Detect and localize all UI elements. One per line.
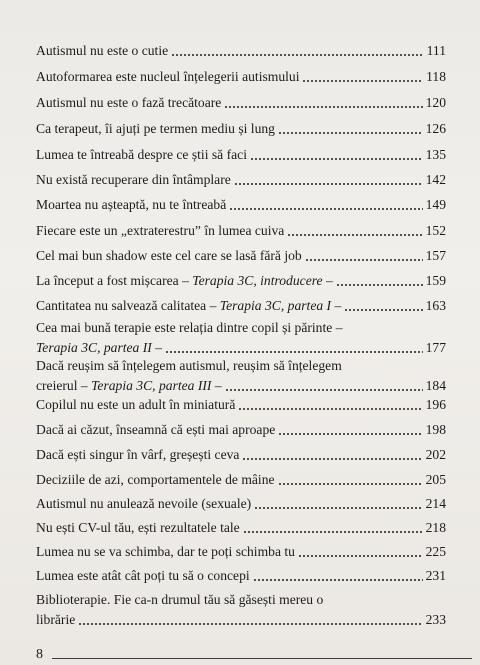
toc-entry-title-text: Copilul nu este un adult în miniatură [36, 397, 236, 412]
toc-entry-title-text: Ca terapeut, îi ajuți pe termen mediu și lung [36, 121, 275, 136]
toc-entry-page: 225 [425, 544, 446, 559]
dot-leader [250, 158, 423, 160]
toc-entry-title [36, 446, 239, 463]
toc-entry [36, 222, 446, 239]
toc-entry-title-text: La început a fost mișcarea – [36, 273, 193, 288]
toc-entry-page: 149 [425, 197, 446, 212]
toc-entry-title [36, 567, 250, 584]
toc-entry-page: 142 [425, 172, 446, 187]
toc-entry [36, 272, 446, 289]
toc-entry-title-italic: Terapia 3C, partea II – [36, 340, 163, 355]
toc-entry-title-text: Dacă reușim să înțelegem autismul, reușim să înțelegem [36, 358, 342, 373]
toc-entry-page: 135 [425, 147, 446, 162]
toc-entry [36, 446, 446, 463]
dot-leader [253, 579, 423, 581]
toc-entry [36, 42, 446, 59]
toc-entry-title [36, 519, 240, 536]
toc-entry-title [36, 196, 226, 213]
toc-entry [36, 146, 446, 163]
toc-entry-page: 111 [426, 43, 446, 58]
toc-entry-title [36, 543, 295, 560]
toc-entry-page: 152 [425, 223, 446, 238]
dot-leader [234, 183, 423, 185]
toc-entry-title [36, 339, 162, 356]
toc-entry-page: 120 [425, 95, 446, 110]
dot-leader [171, 54, 423, 56]
dot-leader [278, 483, 423, 485]
toc-entry-page: 218 [425, 520, 446, 535]
toc-entry-title [36, 377, 222, 394]
toc-entry-title-text: Dacă ești singur în vârf, greșești ceva [36, 447, 240, 462]
toc-entry-title-text: Autismul nu este o fază trecătoare [36, 95, 222, 110]
dot-leader [336, 284, 423, 286]
toc-entry-page: 184 [425, 378, 446, 393]
toc-entry [36, 396, 446, 413]
toc-entry-page: 126 [425, 121, 446, 136]
toc-entry-title [36, 471, 275, 488]
toc-entry [36, 471, 446, 488]
dot-leader [278, 132, 423, 134]
toc-entry-title-text: Cea mai bună terapie este relația dintre copil și părinte – [36, 320, 343, 335]
toc-entry [36, 567, 446, 584]
toc-entry-page: 196 [425, 397, 446, 412]
toc-entry-title-text: Deciziile de azi, comportamentele de mâine [36, 472, 275, 487]
toc-entry-title-text: Autismul nu este o cutie [36, 43, 169, 58]
toc-entry-title-text: Dacă ai căzut, înseamnă că ești mai aproape [36, 422, 276, 437]
toc-entry-title [36, 146, 247, 163]
toc-entry-title-text: Autoformarea este nucleul înțelegerii autismului [36, 69, 300, 84]
toc-entry-title [36, 42, 168, 59]
toc-entry-page: 177 [425, 340, 446, 355]
toc-entry-title-text: Lumea este atât cât poți tu să o concepi [36, 568, 250, 583]
toc-entry-title-text: Moartea nu așteaptă, nu te întreabă [36, 197, 227, 212]
dot-leader [224, 106, 422, 108]
toc-entry-page: 118 [426, 69, 446, 84]
toc-entry-title-text: Biblioterapie. Fie ca-n drumul tău să găsești mereu o [36, 592, 324, 607]
dot-leader [305, 259, 423, 261]
toc-entry [36, 591, 446, 628]
dot-leader [344, 309, 422, 311]
toc-entry-title [36, 68, 299, 85]
toc-entry-title-text: librărie [36, 612, 76, 627]
dot-leader [287, 234, 422, 236]
toc-entry-title [36, 357, 342, 374]
toc-entry-title [36, 495, 251, 512]
toc-entry-title-italic: Terapia 3C, introducere – [192, 273, 333, 288]
toc-entry-title [36, 297, 341, 314]
toc-entry-page: 163 [425, 298, 446, 313]
toc-entry-title [36, 171, 231, 188]
toc-entry-title-text: Nu există recuperare din întâmplare [36, 172, 231, 187]
dot-leader [242, 458, 422, 460]
toc-entry-title [36, 421, 275, 438]
footer-rule [52, 658, 472, 659]
toc-entry-title [36, 396, 235, 413]
dot-leader [254, 507, 422, 509]
dot-leader [302, 80, 423, 82]
toc-entry [36, 171, 446, 188]
toc-entry-title [36, 272, 333, 289]
toc-entry-title [36, 94, 221, 111]
dot-leader [278, 433, 422, 435]
toc-entry-title-italic: Terapia 3C, partea I – [219, 298, 342, 313]
toc-entry-page: 202 [425, 447, 446, 462]
toc-entry-title [36, 591, 323, 608]
toc-entry-page: 231 [425, 568, 446, 583]
toc-entry [36, 196, 446, 213]
toc-entry [36, 68, 446, 85]
dot-leader [229, 208, 422, 210]
toc-entry-page: 233 [425, 612, 446, 627]
toc-entry [36, 319, 446, 356]
toc-entry-title-text: Lumea nu se va schimba, dar te poți schimba tu [36, 544, 295, 559]
toc-entry-page: 214 [425, 496, 446, 511]
toc-entry [36, 297, 446, 314]
dot-leader [78, 623, 422, 625]
toc-entry-title [36, 222, 284, 239]
toc-entry-title-text: creierul – [36, 378, 92, 393]
toc-entry [36, 94, 446, 111]
toc-entry [36, 357, 446, 394]
toc-entry-title [36, 611, 75, 628]
toc-entry-page: 159 [425, 273, 446, 288]
toc-entry-title-text: Autismul nu anulează nevoile (sexuale) [36, 496, 252, 511]
toc-entry-page: 205 [425, 472, 446, 487]
toc-entry-title-text: Cantitatea nu salvează calitatea – [36, 298, 220, 313]
dot-leader [298, 555, 423, 557]
toc-entry [36, 495, 446, 512]
toc-entry [36, 519, 446, 536]
toc-entry-title [36, 247, 302, 264]
toc-entry [36, 120, 446, 137]
dot-leader [243, 531, 423, 533]
toc-entry-page: 198 [425, 422, 446, 437]
toc-entry-title-text: Cel mai bun shadow este cel care se lasă fără job [36, 248, 302, 263]
toc-entry-title-text: Fiecare este un „extraterestru” în lumea cuiva [36, 223, 285, 238]
toc-entry-title [36, 319, 343, 336]
toc-entry-title [36, 120, 275, 137]
toc-entry [36, 543, 446, 560]
toc-entry-page: 157 [425, 248, 446, 263]
toc-entry-title-text: Nu ești CV-ul tău, ești rezultatele tale [36, 520, 240, 535]
toc-entry [36, 247, 446, 264]
dot-leader [165, 351, 423, 353]
toc-entry-title-text: Lumea te întreabă despre ce știi să faci [36, 147, 247, 162]
toc-entry [36, 421, 446, 438]
dot-leader [238, 408, 422, 410]
page-number: 8 [36, 647, 43, 662]
dot-leader [225, 389, 423, 391]
toc-entry-title-italic: Terapia 3C, partea III – [91, 378, 222, 393]
